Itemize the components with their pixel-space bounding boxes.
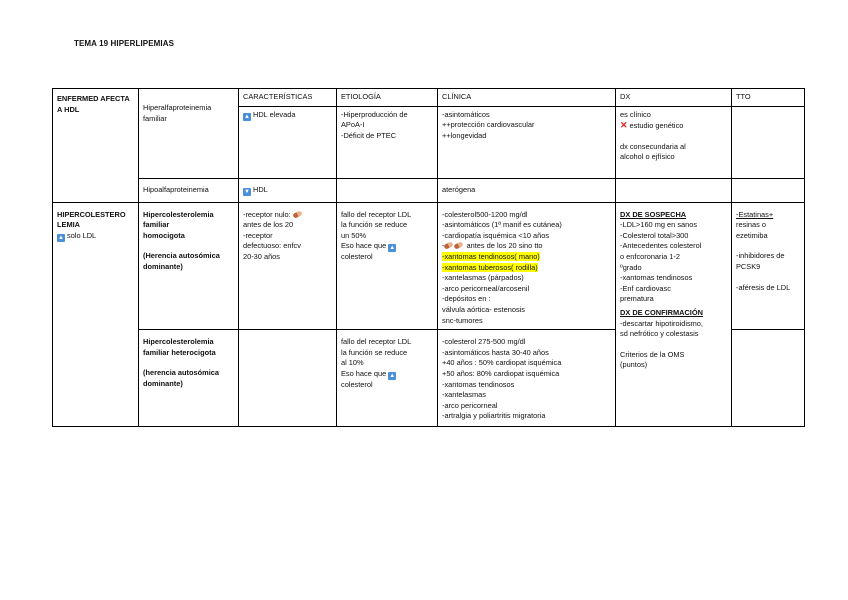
arrow-down-icon: ▼ <box>244 188 250 195</box>
table-row <box>53 178 805 202</box>
hdl-r2-caracteristicas: ▼ HDL <box>239 178 337 202</box>
header-dx: DX <box>616 89 732 107</box>
lipid-table-main <box>52 88 805 427</box>
hdl-r2-dx <box>616 178 732 202</box>
hdl-r1-caracteristicas: ▲ HDL elevada <box>239 106 337 178</box>
hdl-r2-clinica: aterógena <box>438 178 616 202</box>
hdl-r1-etiologia: -Hiperproducción de APoA-I -Déficit de PTEC <box>337 106 438 178</box>
arrow-up-icon: ▲ <box>244 113 250 120</box>
group-ldl-cell: HIPERCOLESTERO LEMIA ▲ solo LDL <box>53 202 139 426</box>
ldl-r1-etiologia: fallo del receptor LDL la función se reduce un 50% Eso hace que ▲ colesterol <box>337 202 438 330</box>
cross-mark-icon: ✕ <box>620 120 628 131</box>
ldl-r1-tto: -Estatinas+ resinas o ezetimiba -inhibidores de PCSK9 -aféresis de LDL <box>732 202 805 330</box>
hdl-r1-dx: es clínico ✕ estudio genético dx consecundaria al alcohol o ejfísico <box>616 106 732 178</box>
pill-icon <box>444 242 454 250</box>
header-row <box>53 89 805 107</box>
ldl-r1-clinica: -colesterol500-1200 mg/dl -asintomáticos (1ª manif es cutánea) -cardiopatía isquémica <10 años antes de los 20 sino tto -xantomas tendinosos( mano) -xantomas tuberosos( rodilla) -xantelasmas (párpados) -arco pericorneal/arcosenil -depósitos en : válvula aórtica- estenosis snc-tumores <box>438 202 616 330</box>
group-hdl-cell <box>53 89 139 203</box>
hdl-r1-tto <box>732 106 805 178</box>
pill-icon <box>292 210 302 218</box>
hdl-r1-clinica: -asintomáticos ++protección cardiovascular ++longevidad <box>438 106 616 178</box>
disease-heterocigota: Hipercolesterolemia familiar heterocigota (herencia autosómica dominante) <box>139 330 239 427</box>
header-clinica: CLÍNICA <box>438 89 616 107</box>
ldl-r2-tto <box>732 330 805 427</box>
hdl-r2-tto <box>732 178 805 202</box>
group-hdl-label: ENFERMED AFECTA A HDL <box>57 94 130 114</box>
hdl-r2-etiologia <box>337 178 438 202</box>
ldl-dx: DX DE SOSPECHA -LDL>160 mg en sanos -Colesterol total>300 -Antecedentes colesterol o enfcoronaria 1-2 ºgrado -xantomas tendinosos -Enf cardiovasc prematura DX DE CONFIRMACIÓN -descartar hipotiroidismo, sd nefrótico y colestasis Criterios de la OMS (puntos) <box>616 202 732 426</box>
header-tto: TTO <box>732 89 805 107</box>
arrow-up-icon: ▲ <box>58 234 64 241</box>
ldl-r1-caracteristicas: -receptor nulo: antes de los 20 -receptor defectuoso: enfcv 20-30 años <box>239 202 337 330</box>
highlighted-text: -xantomas tuberosos( rodilla) <box>442 262 538 272</box>
ldl-r2-etiologia: fallo del receptor LDL la función se reduce al 10% Eso hace que ▲ colesterol <box>337 330 438 427</box>
highlighted-text: -xantomas tendinosos( mano) <box>442 251 540 261</box>
arrow-up-icon: ▲ <box>389 245 396 252</box>
disease-hiperalfa <box>139 89 239 179</box>
disease-hiperalfa-label: Hiperalfaproteinemia familiar <box>143 103 212 123</box>
ldl-r2-clinica: -colesterol 275-500 mg/dl -asintomáticos hasta 30-40 años +40 años : 50% cardiopat isquémica +50 años: 80% cardiopat isquémica -xantomas tendinosos -xantelasmas -arco pericorneal -artralgia y poliartritis migratoria <box>438 330 616 427</box>
table-row <box>53 202 805 330</box>
header-etiologia: ETIOLOGÍA <box>337 89 438 107</box>
disease-hipoalfa: Hipoalfaproteinemia <box>139 178 239 202</box>
pill-icon <box>454 242 464 250</box>
ldl-r2-caracteristicas <box>239 330 337 427</box>
header-caracteristicas: CARACTERÍSTICAS <box>239 89 337 107</box>
page-title: TEMA 19 HIPERLIPEMIAS <box>74 39 175 48</box>
arrow-up-icon: ▲ <box>389 372 396 379</box>
disease-homocigota: Hipercolesterolemia familiar homocigota (Herencia autosómica dominante) <box>139 202 239 330</box>
